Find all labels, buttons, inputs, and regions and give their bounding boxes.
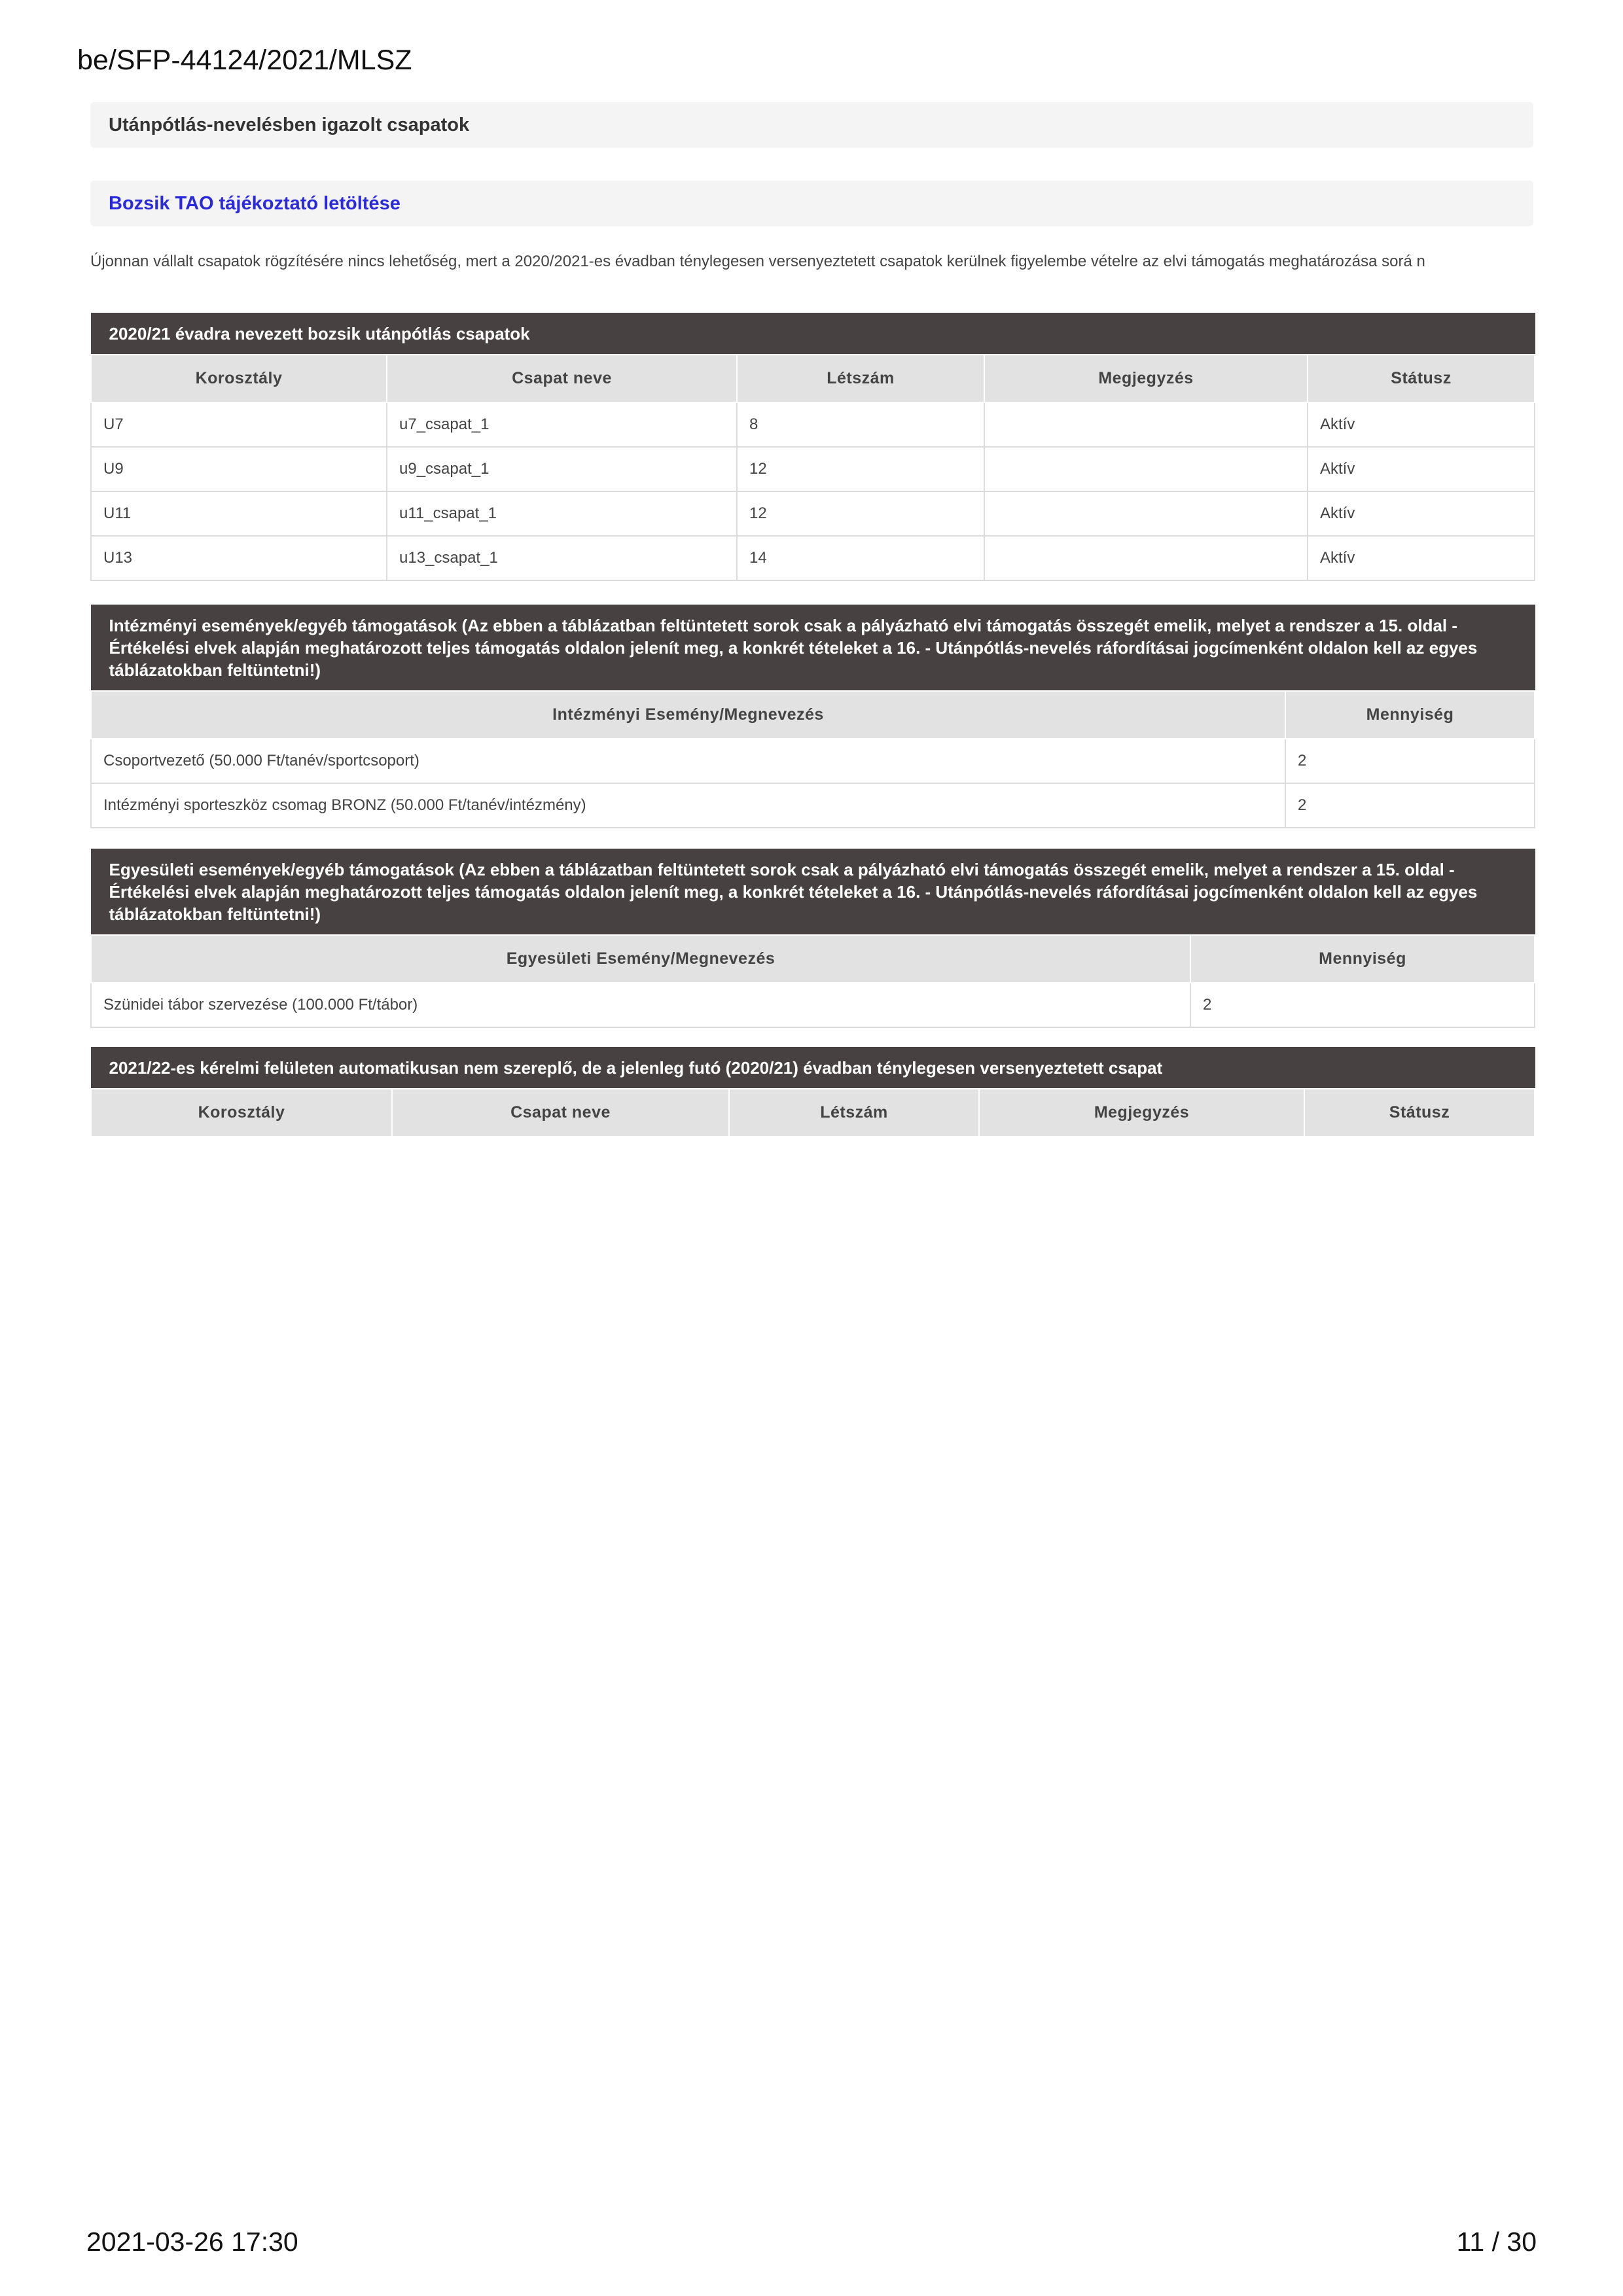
col-note: Megjegyzés	[979, 1089, 1304, 1137]
teams-table-title: 2020/21 évadra nevezett bozsik utánpótlás csapatok	[91, 313, 1535, 355]
footer-datetime: 2021-03-26 17:30	[86, 2227, 298, 2257]
cell-note	[984, 402, 1308, 447]
col-quantity: Mennyiség	[1190, 935, 1535, 983]
cell-age-group: U11	[91, 491, 387, 536]
verified-teams-section	[90, 102, 1533, 148]
col-note: Megjegyzés	[984, 355, 1308, 402]
cell-headcount: 14	[737, 536, 984, 580]
col-institutional-event: Intézményi Esemény/Megnevezés	[91, 691, 1285, 739]
col-quantity: Mennyiség	[1285, 691, 1535, 739]
association-table-title: Egyesületi események/egyéb támogatások (Az ebben a táblázatban feltüntetett sorok csak a pályázható elvi támogatás összegét emelik, melyet a rendszer a 15. oldal - Értékelési elvek alapján meghatározott teljes támogatás oldalon jelenít meg, a konkrét tételeket a 16. - Utánpótlás-nevelés ráfordításai jogcímenként oldalon kell az egyes táblázatokban feltüntetni!)	[91, 849, 1535, 936]
missing-teams-table	[90, 1047, 1535, 1137]
col-age-group: Korosztály	[91, 355, 387, 402]
cell-headcount: 8	[737, 402, 984, 447]
table-row	[91, 739, 1535, 783]
col-age-group: Korosztály	[91, 1089, 392, 1137]
cell-event: Intézményi sporteszköz csomag BRONZ (50.000 Ft/tanév/intézmény)	[91, 783, 1285, 828]
cell-status: Aktív	[1308, 447, 1535, 491]
cell-quantity: 2	[1285, 783, 1535, 828]
table-row	[91, 983, 1535, 1027]
col-headcount: Létszám	[737, 355, 984, 402]
cell-status: Aktív	[1308, 491, 1535, 536]
footer-page-number: 11 / 30	[1456, 2227, 1537, 2257]
cell-team-name: u11_csapat_1	[387, 491, 737, 536]
institutional-table-title: Intézményi események/egyéb támogatások (Az ebben a táblázatban feltüntetett sorok csak a pályázható elvi támogatás összegét emelik, melyet a rendszer a 15. oldal - Értékelési elvek alapján meghatározott teljes támogatás oldalon jelenít meg, a konkrét tételeket a 16. - Utánpótlás-nevelés ráfordításai jogcímenként oldalon kell az egyes táblázatokban feltüntetni!)	[91, 605, 1535, 692]
cell-team-name: u7_csapat_1	[387, 402, 737, 447]
verified-teams-heading: Utánpótlás-nevelésben igazolt csapatok	[109, 114, 470, 135]
bozsik-download-section[interactable]	[90, 181, 1533, 226]
cell-headcount: 12	[737, 491, 984, 536]
col-headcount: Létszám	[729, 1089, 979, 1137]
table-row	[91, 536, 1535, 580]
institutional-events-table	[90, 605, 1535, 828]
cell-note	[984, 536, 1308, 580]
table-row	[91, 783, 1535, 828]
cell-age-group: U7	[91, 402, 387, 447]
cell-note	[984, 491, 1308, 536]
cell-quantity: 2	[1285, 739, 1535, 783]
cell-age-group: U9	[91, 447, 387, 491]
cell-quantity: 2	[1190, 983, 1535, 1027]
association-events-table	[90, 849, 1535, 1028]
cell-status: Aktív	[1308, 536, 1535, 580]
missing-teams-table-title: 2021/22-es kérelmi felületen automatikusan nem szereplő, de a jelenleg futó (2020/21) évadban ténylegesen versenyeztetett csapat	[91, 1048, 1535, 1089]
cell-team-name: u9_csapat_1	[387, 447, 737, 491]
col-team-name: Csapat neve	[387, 355, 737, 402]
cell-status: Aktív	[1308, 402, 1535, 447]
col-team-name: Csapat neve	[392, 1089, 729, 1137]
col-status: Státusz	[1304, 1089, 1535, 1137]
cell-age-group: U13	[91, 536, 387, 580]
table-row	[91, 491, 1535, 536]
cell-team-name: u13_csapat_1	[387, 536, 737, 580]
cell-note	[984, 447, 1308, 491]
cell-event: Csoportvezető (50.000 Ft/tanév/sportcsoport)	[91, 739, 1285, 783]
document-id: be/SFP-44124/2021/MLSZ	[77, 44, 412, 76]
col-status: Státusz	[1308, 355, 1535, 402]
table-row	[91, 402, 1535, 447]
bozsik-download-link[interactable]: Bozsik TAO tájékoztató letöltése	[109, 192, 401, 214]
cell-event: Szünidei tábor szervezése (100.000 Ft/tábor)	[91, 983, 1190, 1027]
notice-text: Újonnan vállalt csapatok rögzítésére nincs lehetőség, mert a 2020/2021-es évadban ténylegesen versenyeztetett csapatok kerülnek figyelembe vételre az elvi támogatás meghatározása sorá n	[90, 253, 1425, 270]
teams-table	[90, 313, 1535, 581]
col-association-event: Egyesületi Esemény/Megnevezés	[91, 935, 1190, 983]
cell-headcount: 12	[737, 447, 984, 491]
table-row	[91, 447, 1535, 491]
